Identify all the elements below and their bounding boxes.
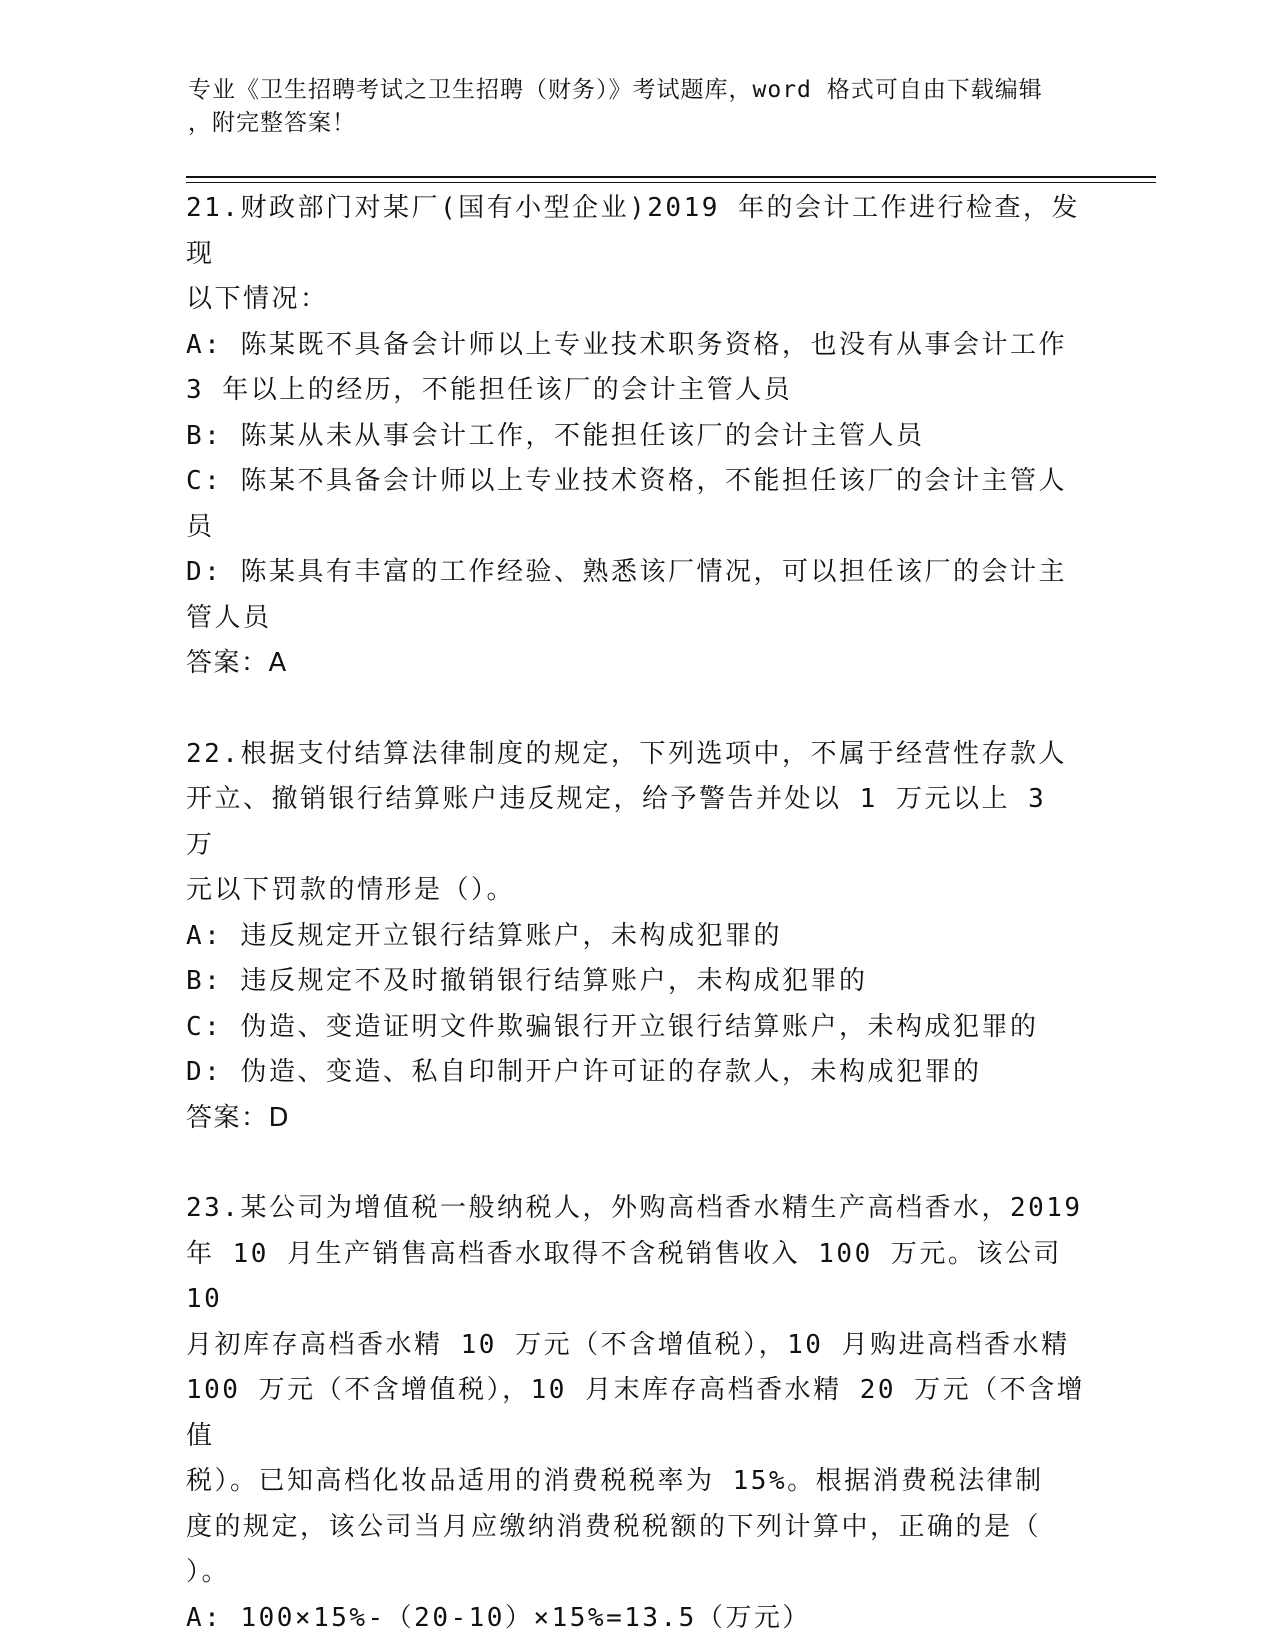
option-a (186, 323, 1086, 414)
option-line: 3 年以上的经历，不能担任该厂的会计主管人员 (186, 375, 793, 405)
stem-line: 年 10 月生产销售高档香水取得不含税销售收入 100 万元。该公司 10 (186, 1238, 1062, 1314)
stem-line: 开立、撤销银行结算账户违反规定，给予警告并处以 1 万元以上 3 万 (186, 784, 1047, 860)
stem-line: 23.某公司为增值税一般纳税人，外购高档香水精生产高档香水，2019 (186, 1193, 1083, 1223)
option-line: 管人员 (186, 602, 272, 633)
header-rule-thick (186, 176, 1156, 178)
stem-line: 度的规定，该公司当月应缴纳消费税税额的下列计算中，正确的是（ (186, 1511, 1042, 1542)
option-a (186, 914, 1086, 960)
option-c (186, 1005, 1086, 1051)
stem-line: 21.财政部门对某厂(国有小型企业)2019 年的会计工作进行检查，发现 (186, 193, 1081, 269)
answer-label: 答案：D (186, 1102, 291, 1133)
option-d (186, 550, 1086, 641)
option-line: 员 (186, 511, 215, 542)
header-line-1: 专业《卫生招聘考试之卫生招聘（财务）》考试题库，word 格式可自由下载编辑 (188, 77, 1043, 103)
option-c (186, 459, 1086, 550)
stem-line: 22.根据支付结算法律制度的规定，下列选项中，不属于经营性存款人 (186, 738, 1067, 769)
stem-line: ）。 (186, 1557, 231, 1587)
question-21 (186, 186, 1086, 687)
option-line: B: 陈某从未从事会计工作，不能担任该厂的会计主管人员 (186, 420, 925, 451)
option-line: A: 违反规定开立银行结算账户，未构成犯罪的 (186, 920, 782, 951)
question-22 (186, 732, 1086, 1142)
stem-line: 税）。已知高档化妆品适用的消费税税率为 15%。根据消费税法律制 (186, 1466, 1044, 1496)
option-line: B: 违反规定不及时撤销银行结算账户，未构成犯罪的 (186, 966, 868, 996)
option-line: A: 100×15%-（20-10）×15%=13.5（万元） (186, 1602, 811, 1633)
option-line: D: 伪造、变造、私自印制开户许可证的存款人，未构成犯罪的 (186, 1057, 982, 1087)
question-stem (186, 1186, 1086, 1596)
question-stem (186, 732, 1086, 914)
stem-line: 以下情况： (186, 284, 329, 314)
question-23 (186, 1186, 1086, 1641)
option-b (186, 414, 1086, 460)
header-line-2: ，附完整答案！ (188, 110, 356, 136)
option-d (186, 1050, 1086, 1096)
question-stem (186, 186, 1086, 323)
option-line: C: 伪造、变造证明文件欺骗银行开立银行结算账户，未构成犯罪的 (186, 1011, 1039, 1042)
header-rule-thin (186, 182, 1156, 183)
option-line: A: 陈某既不具备会计师以上专业技术职务资格，也没有从事会计工作 (186, 329, 1067, 360)
option-b (186, 959, 1086, 1005)
question-list (186, 186, 1086, 1641)
document-header (188, 74, 1088, 140)
stem-line: 100 万元（不含增值税），10 月末库存高档香水精 20 万元（不含增值 (186, 1375, 1086, 1451)
option-line: D: 陈某具有丰富的工作经验、熟悉该厂情况，可以担任该厂的会计主 (186, 557, 1067, 587)
option-a (186, 1596, 1086, 1642)
stem-line: 元以下罚款的情形是（）。 (186, 875, 516, 905)
answer-label: 答案：A (186, 648, 288, 678)
option-line: C: 陈某不具备会计师以上专业技术资格，不能担任该厂的会计主管人 (186, 466, 1067, 496)
stem-line: 月初库存高档香水精 10 万元（不含增值税），10 月购进高档香水精 (186, 1329, 1070, 1360)
